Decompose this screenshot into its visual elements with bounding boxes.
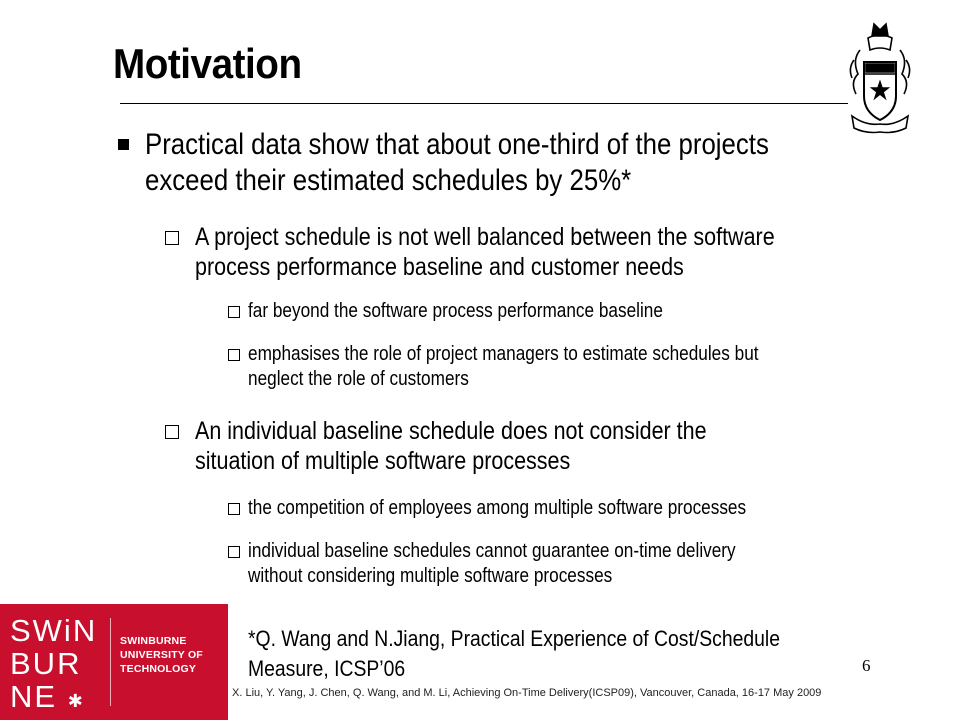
title-underline — [120, 103, 848, 104]
bullet-line: process performance baseline and customer needs — [195, 253, 684, 281]
filled-square-bullet-icon — [118, 139, 129, 150]
slide-title: Motivation — [113, 40, 302, 87]
swinburne-logo — [0, 604, 228, 720]
bullet-line: An individual baseline schedule does not consider the — [195, 417, 707, 445]
bullet-line: the competition of employees among multiple software processes — [248, 497, 747, 519]
logo-university-line: TECHNOLOGY — [120, 663, 197, 675]
bullet-1 — [145, 127, 769, 199]
logo-university-name — [120, 634, 203, 676]
bullet-3 — [248, 299, 663, 324]
bullet-line: A project schedule is not well balanced between the software — [195, 223, 775, 251]
logo-wordmark-line: BUR — [10, 646, 82, 681]
footnote-line: *Q. Wang and N.Jiang, Practical Experience of Cost/Schedule — [248, 626, 780, 651]
bullet-line: emphasises the role of project managers to estimate schedules but — [248, 343, 759, 365]
bullet-line: neglect the role of customers — [248, 368, 469, 390]
open-square-bullet-icon — [228, 503, 240, 515]
footnote — [248, 624, 780, 684]
open-square-bullet-icon — [228, 349, 240, 361]
logo-university-line: SWINBURNE — [120, 635, 187, 647]
logo-wordmark-line: SWiN — [10, 613, 98, 648]
logo-divider — [110, 618, 111, 706]
footnote-line: Measure, ICSP’06 — [248, 656, 406, 681]
bullet-6 — [248, 496, 746, 521]
page-number: 6 — [862, 656, 871, 675]
bullet-line: situation of multiple software processes — [195, 447, 571, 475]
university-crest-icon — [846, 20, 914, 138]
open-square-bullet-icon — [228, 306, 240, 318]
open-square-bullet-icon — [228, 546, 240, 558]
citation-footer: X. Liu, Y. Yang, J. Chen, Q. Wang, and M. Li, Achieving On-Time Delivery(ICSP09), Vancouver, Canada, 16-17 May 2009 — [232, 687, 822, 699]
bullet-line: individual baseline schedules cannot guarantee on-time delivery — [248, 540, 736, 562]
bullet-7 — [248, 539, 736, 589]
star-icon: ✱ — [67, 691, 85, 711]
logo-wordmark-line-text: NE — [10, 679, 58, 714]
logo-wordmark-line — [10, 680, 97, 718]
bullet-5 — [195, 416, 707, 476]
bullet-4 — [248, 342, 759, 392]
logo-university-line: UNIVERSITY OF — [120, 649, 203, 661]
logo-wordmark — [10, 614, 97, 718]
open-square-bullet-icon — [165, 231, 179, 245]
bullet-line: Practical data show that about one-third of the projects — [145, 128, 769, 161]
bullet-line: without considering multiple software processes — [248, 565, 613, 587]
bullet-line: exceed their estimated schedules by 25%* — [145, 164, 632, 197]
bullet-2 — [195, 222, 775, 282]
bullet-line: far beyond the software process performance baseline — [248, 300, 663, 322]
open-square-bullet-icon — [165, 425, 179, 439]
